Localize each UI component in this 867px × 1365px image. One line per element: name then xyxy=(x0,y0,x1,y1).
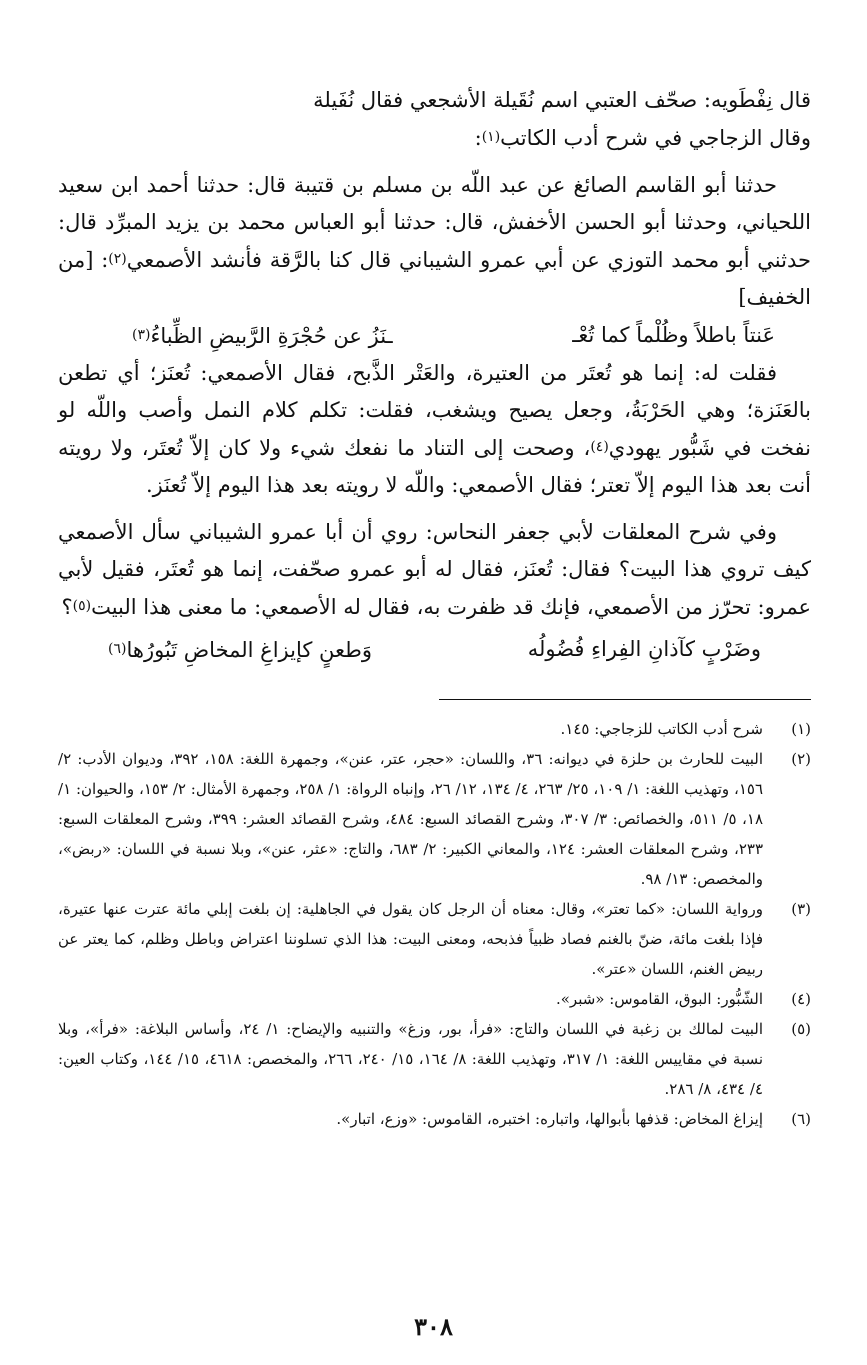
footnote-text: إيزاغ المخاض: قذفها بأبوالها، واتباره: اختبره، القاموس: «وزع، اتبار». xyxy=(336,1110,763,1128)
verse-2-first-hemistich: وضَرْبٍ كآذانِ الفِراءِ فُضُولُه xyxy=(527,637,761,661)
verse-1 xyxy=(58,316,811,355)
footnote-text: شرح أدب الكاتب للزجاجي: ١٤٥. xyxy=(560,720,763,738)
paragraph-4: فقلت له: إنما هو تُعتَر من العتيرة، والعَتْر الذَّبح، فقال الأصمعي: تُعنَز؛ أي تطعن بالعَنَزة؛ وهي الحَرْبَةُ، وجعل يصيح ويشغب، فقلت: تكلم كلام النمل وأصب واللّه لو نفخت في شَبُّور يهودي$^{(٤)}$، وصحت إلى التناد ما نفعك شيء ولا كان إلاّ تُعتَر، ولا رويته أنت بعد هذا اليوم إلاّ تعتر؛ فقال الأصمعي: واللّه لا رويته بعد هذا اليوم إلاّ تُعنَز. xyxy=(58,361,812,497)
footnote-text: الشّبُّور: البوق، القاموس: «شبر». xyxy=(555,990,763,1008)
footnote-number: (٢) xyxy=(791,750,811,768)
footnote-number: (١) xyxy=(791,720,811,738)
verse-1-first-hemistich: عَنتاً باطلاً وظُلْماً كما تُعْـ xyxy=(572,323,775,347)
paragraph-2: وقال الزجاجي في شرح أدب الكاتب$^{(١)}$: xyxy=(474,126,811,150)
main-text xyxy=(58,82,811,669)
footnote-ref-1: (١) xyxy=(481,129,501,145)
footnote-4 xyxy=(58,984,811,1014)
footnote-ref-2: (٢) xyxy=(108,251,127,267)
footnote-ref-5: (٥) xyxy=(72,598,92,614)
footnote-ref-3: (٣) xyxy=(132,327,151,343)
footnotes xyxy=(58,714,811,1134)
page-number: ٣٠٨ xyxy=(414,1312,453,1341)
paragraph-1: قال نِفْطَويه: صحّف العتبي اسم نُقَيلة الأشجعي فقال نُفَيلة xyxy=(313,88,811,112)
footnote-6 xyxy=(58,1104,811,1134)
verse-1-second-hemistich: ـنَزُ عن حُجْرَةِ الرَّبيضِ الظِّباءُ$^{(٣)}$ xyxy=(132,324,393,348)
verse-2 xyxy=(58,630,811,669)
footnote-number: (٣) xyxy=(791,900,811,918)
footnote-text: البيت للحارث بن حلزة في ديوانه: ٣٦، واللسان: «حجر، عتر، عنن»، وجمهرة اللغة: ١٥٨، ٣٩٢، وديوان الأدب: ٢/ ١٥٦، وتهذيب اللغة: ١/ ١٠٩، ٢٥/ ٢٦٣، ٤/ ١٣٤، ١٢/ ٢٦، وإنباه الرواة: ١/ ٢٥٨، وجمهرة الأمثال: ٢/ ١٥٣، والحيوان: ١/ ١٨، ٥/ ٥١١، والخصائص: ٣/ ٣٠٧، وشرح القصائد السبع: ٤٨٤، وشرح القصائد العشر: ٣٩٩، وشرح المعلقات السبع: ٢٣٣، وشرح المعلقات العشر: ١٢٤، والمعاني الكبير: ٢/ ٦٨٣، والتاج: «عثر، عنن»، وبلا نسبة في اللسان: «ربض»، والمخصص: ١٣/ ٩٨. xyxy=(58,750,764,888)
footnote-separator xyxy=(439,699,811,700)
footnote-ref-6: (٦) xyxy=(108,641,127,657)
paragraph-3: حدثنا أبو القاسم الصائغ عن عبد اللّه بن مسلم بن قتيبة قال: حدثنا أحمد ابن سعيد اللحياني، وحدثنا أبو الحسن الأخفش، قال: حدثنا أبو العباس محمد بن يزيد المبرِّد قال: حدثني أبو محمد التوزي عن أبي عمرو الشيباني قال كنا بالرَّقة فأنشد الأصمعي$^{(٢)}$: [من الخفيف] xyxy=(58,173,811,309)
footnote-number: (٦) xyxy=(791,1110,811,1128)
footnote-ref-4: (٤) xyxy=(590,439,609,455)
footnote-2 xyxy=(58,744,811,894)
paragraph-5: وفي شرح المعلقات لأبي جعفر النحاس: روي أن أبا عمرو الشيباني سأل الأصمعي كيف تروي هذا البيت؟ فقال: تُعنَز، فقال له أبو عمرو صحّفت، إنما هو تُعتَر، فقيل لأبي عمرو: تحرّز من الأصمعي، فإنك قد ظفرت به، فقال له الأصمعي: ما معنى هذا البيت$^{(٥)}$؟ xyxy=(58,520,811,619)
footnote-number: (٤) xyxy=(791,990,811,1008)
footnote-text: البيت لمالك بن زغبة في اللسان والتاج: «فرأ، بور، وزغ» والتنبيه والإيضاح: ١/ ٢٤، وأساس البلاغة: «فرأ»، وبلا نسبة في مقاييس اللغة: ١/ ٣١٧، وتهذيب اللغة: ٨/ ١٦٤، ١٥/ ٢٤٠، ٢٦٦، والمخصص: ٤٦١٨، ١٥/ ١٤٤، وكتاب العين: ٤/ ٤٣٤، ٨/ ٢٨٦. xyxy=(58,1020,764,1098)
footnote-3 xyxy=(58,894,811,984)
footnote-text: ورواية اللسان: «كما تعتر»، وقال: معناه أن الرجل كان يقول في الجاهلية: إن بلغت إبلي مائة عترت عنها عتيرة، فإذا بلغت مائة، ضنّ بالغنم فصاد ظبياً فذبحه، ومعنى البيت: هذا الذي تسلوننا اعتراض وباطل وظلم، كما يعتر عن ربيض الغنم، اللسان «عتر». xyxy=(58,900,763,978)
verse-2-second-hemistich: وَطعنٍ كإيزاغِ المخاضِ تَبُورُها$^{(٦)}$ xyxy=(108,638,373,662)
footnote-5 xyxy=(58,1014,811,1104)
footnote-1 xyxy=(58,714,811,744)
footnote-number: (٥) xyxy=(791,1020,811,1038)
